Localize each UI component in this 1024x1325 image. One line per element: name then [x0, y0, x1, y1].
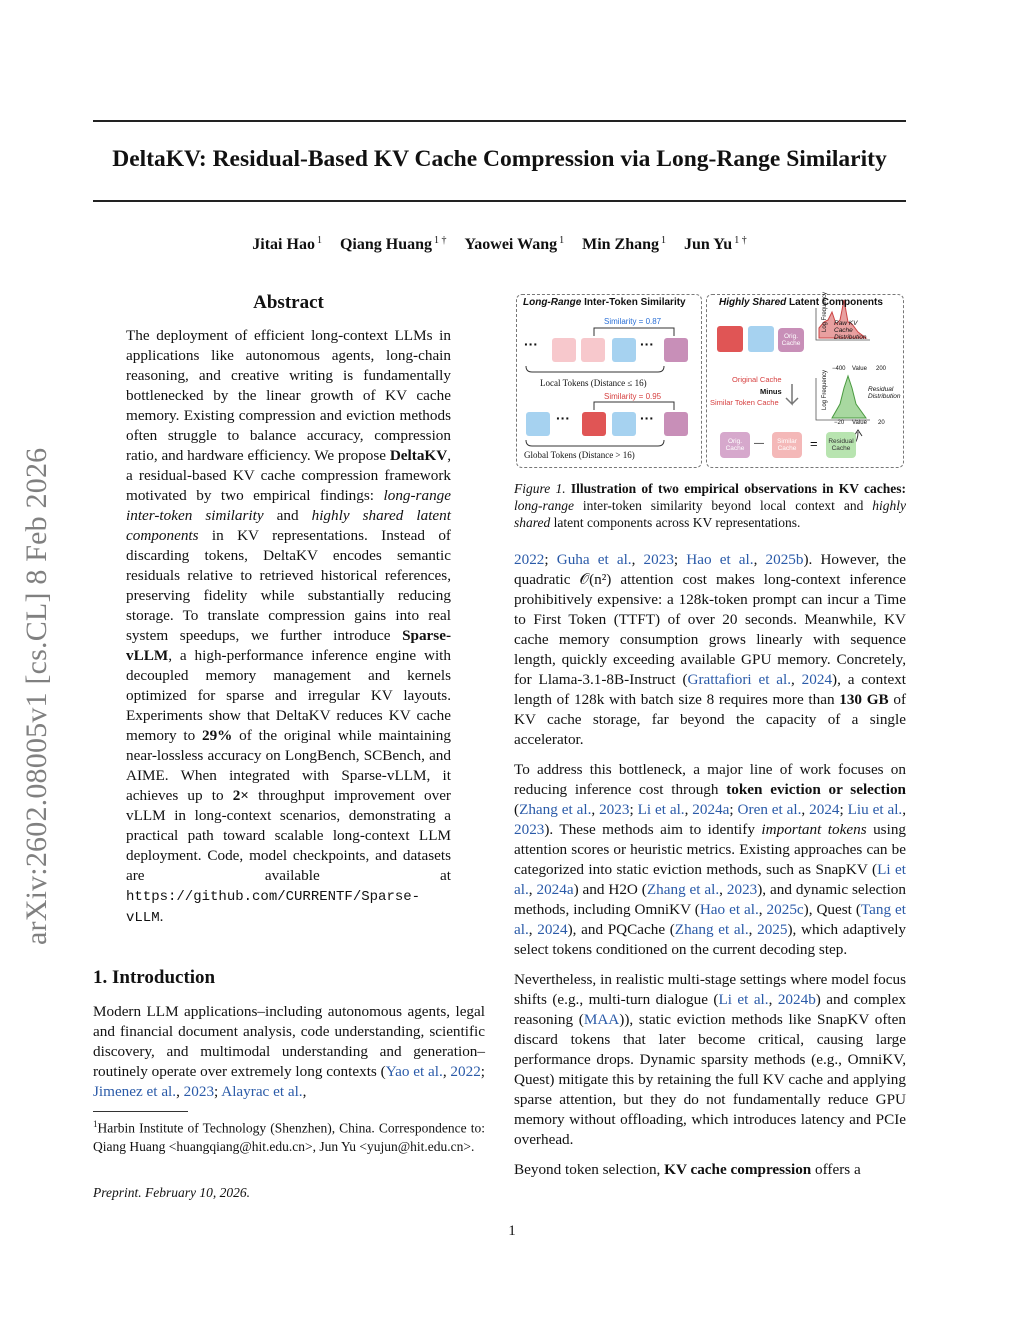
text-run: 130 GB: [839, 691, 889, 708]
text-run: To address this bottleneck, a major line of work focuses on reducing inference cost through: [514, 761, 906, 798]
minus-label: Minus: [760, 387, 782, 396]
cache-red: [717, 326, 743, 352]
title-top-rule: [93, 120, 906, 122]
citation-link[interactable]: 2024a: [536, 881, 574, 898]
raw-kv-label: Raw KV Cache Distribution: [834, 320, 867, 341]
text-run: ), Quest (: [803, 901, 861, 918]
introduction-heading: 1. Introduction: [93, 967, 216, 988]
github-link[interactable]: https://github.com/CURRENTF/Sparse-vLLM: [126, 889, 421, 926]
author: Yaowei Wang $^1$: [464, 235, 565, 254]
text-run: ;: [544, 551, 557, 568]
tick-200: 200: [876, 366, 887, 372]
equals-sign: =: [810, 436, 818, 451]
text-run: KV cache compression: [664, 1161, 812, 1178]
citation-link[interactable]: 2022: [450, 1063, 481, 1080]
minus-sign: —: [754, 438, 764, 449]
preprint-notice: Preprint. February 10, 2026.: [93, 1185, 250, 1200]
paragraph: [514, 1160, 906, 1180]
citation-link[interactable]: Li et al.: [718, 991, 769, 1008]
text-run: ,: [902, 801, 907, 818]
citation-link[interactable]: 2023: [183, 1083, 215, 1100]
text-run: ). However, the quadratic 𝒪(n²) attention cost makes long-context inference prohibitively expensive: a 128k-token prompt can incur a Time to First Token (TTFT) of over 20 seconds. Meanwhile, KV cache memory consumption grows linearly with sequence length, quickly exceeding available GPU memory. Concretely, for Llama-3.1-8B-Instruct (: [514, 551, 906, 688]
author: Jun Yu $^{1 \dagger}$: [684, 235, 747, 254]
title-bottom-rule: [93, 200, 906, 202]
text-run: (: [514, 801, 520, 818]
text-run: ,: [758, 901, 767, 918]
text-run: ,: [801, 801, 810, 818]
tick-20: 20: [878, 420, 885, 426]
residual-cache-box: Residual Cache: [826, 432, 856, 458]
dots-icon: ···: [640, 336, 654, 352]
orig-cache-box: Orig. Cache: [720, 432, 750, 458]
citation-link[interactable]: 2025: [757, 921, 788, 938]
abstract-heading: Abstract: [253, 292, 324, 313]
text-run: ,: [528, 881, 537, 898]
log-frequency-label: Log Frequency: [822, 291, 828, 332]
left-panel-title: Long-Range Inter-Token Similarity: [523, 297, 686, 308]
text-run: ;: [839, 801, 848, 818]
text-run: of KV cache storage, far beyond the capacity of a single accelerator.: [514, 691, 906, 748]
citation-link[interactable]: Jimenez et al.: [93, 1083, 177, 1100]
text-run: ,: [684, 801, 693, 818]
text-run: ). These methods aim to identify: [544, 821, 762, 838]
citation-link[interactable]: Zhang et al.: [674, 921, 749, 938]
citation-link[interactable]: Alayrac et al.: [221, 1083, 303, 1100]
text-run: ), and dynamic selection methods, including OmniKV (: [514, 881, 906, 918]
paragraph: [514, 970, 906, 1150]
paper-title: DeltaKV: Residual-Based KV Cache Compression via Long-Range Similarity: [112, 146, 887, 172]
text-run: ,: [753, 551, 766, 568]
paragraph: [514, 550, 906, 750]
citation-link[interactable]: 2023: [726, 881, 758, 898]
text-run: ,: [748, 921, 758, 938]
local-tokens-label: Local Tokens (Distance ≤ 16): [540, 378, 647, 388]
citation-link[interactable]: Liu et al.: [847, 801, 903, 818]
cache-blue: [748, 326, 774, 352]
citation-link[interactable]: Grattafiori et al.: [687, 671, 792, 688]
text-run: ;: [673, 551, 687, 568]
citation-link[interactable]: Oren et al.: [737, 801, 802, 818]
text-run: ,: [791, 671, 802, 688]
text-run: ,: [719, 881, 727, 898]
text-run: ), and PQCache (: [567, 921, 675, 938]
text-run: important tokens: [761, 821, 867, 838]
abstract-body: The deployment of efficient long-context LLMs in applications like autonomous agents, long-chain reasoning, and creative writing is fundamentally bottlenecked by the linear growth of KV cache memory. Existing compression and eviction methods often struggle to balance accuracy, compression ratio, and hardware efficiency. We propose DeltaKV, a residual-based KV cache compression framework motivated by two empirical findings: long-range inter-token similarity and highly shared latent components in KV representations. Instead of discarding tokens, DeltaKV encodes semantic residuals relative to retrieved historical references, preserving fidelity while substantially reducing storage. To translate compression gains into real system speedups, we further introduce Sparse-vLLM, a high-performance inference engine with decoupled memory management and kernels optimized for sparse and irregular KV layouts. Experiments show that DeltaKV reduces KV cache memory to 29% of the original while maintaining near-lossless accuracy on LongBench, SCBench, and AIME. When integrated with Sparse-vLLM, it achieves up to 2× throughput improvement over vLLM in long-context scenarios, demonstrating a practical path toward scalable long-context LLM deployment. Code, model checkpoints, and datasets are available at https://github.com/CURRENTF/Sparse-vLLM.: [126, 327, 451, 926]
text-run: token eviction or selection: [726, 781, 906, 798]
similar-cache-box: Similar Cache: [772, 432, 802, 458]
similarity-087-label: Similarity = 0.87: [604, 317, 662, 326]
citation-link[interactable]: Yao et al.: [385, 1063, 443, 1080]
log-frequency-label: Log Frequency: [822, 369, 828, 410]
value-label: Value: [852, 420, 867, 426]
text-run: ;: [729, 801, 738, 818]
citation-link[interactable]: 2023: [599, 801, 630, 818]
similar-token-cache-label: Similar Token Cache: [710, 398, 779, 407]
text-run: ), a context length of 128k with batch size 8 requires more than: [514, 671, 907, 708]
text-run: ,: [768, 991, 778, 1008]
citation-link[interactable]: 2023: [643, 551, 674, 568]
author: Jitai Hao $^1$: [252, 235, 322, 254]
citation-link[interactable]: Tang et al.: [514, 901, 906, 938]
paragraph: [514, 760, 906, 960]
footnote: $^1$Harbin Institute of Technology (Shenzhen), China. Correspondence to: Qiang Huang <huangqiang@hit.edu.cn>, Jun Yu <yujun@hit.edu.cn>.: [93, 1119, 485, 1154]
citation-link[interactable]: 2025c: [766, 901, 804, 918]
footnote-rule: [93, 1111, 188, 1112]
right-column-body: [514, 550, 906, 1190]
global-tokens-label: Global Tokens (Distance > 16): [524, 450, 635, 460]
citation-link[interactable]: Li et al.: [514, 861, 906, 898]
citation-link[interactable]: 2024: [801, 671, 833, 688]
text-run: using attention scores or heuristic metrics. Existing approaches can be categorized into static eviction methods, such as SnapKV (: [514, 821, 907, 878]
citation-link[interactable]: 2024a: [692, 801, 730, 818]
page-number: 1: [508, 1223, 516, 1239]
text-run: ;: [629, 801, 638, 818]
dots-icon: ···: [556, 410, 570, 426]
citation-link[interactable]: MAA: [583, 1011, 620, 1028]
citation-link[interactable]: 2025b: [765, 551, 804, 568]
citation-link[interactable]: Zhang et al.: [519, 801, 592, 818]
citation-link[interactable]: Li et al.: [637, 801, 685, 818]
text-run: Nevertheless, in realistic multi-stage settings where model focus shifts (e.g., multi-turn dialogue (: [514, 971, 906, 1008]
author-list: [93, 235, 906, 254]
author: Min Zhang $^1$: [582, 235, 667, 254]
tick-minus400: −400: [832, 366, 846, 372]
text-run: ,: [591, 801, 600, 818]
right-panel-title: Highly Shared Latent Components: [719, 297, 883, 308]
arxiv-identifier: arXiv:2602.08005v1 [cs.CL] 8 Feb 2026: [20, 447, 53, 945]
citation-link[interactable]: Guha et al.: [556, 551, 632, 568]
citation-link[interactable]: 2024b: [777, 991, 816, 1008]
dots-icon: ···: [640, 410, 654, 426]
value-label: Value: [852, 366, 867, 372]
text-run: ) and complex reasoning (: [514, 991, 906, 1028]
text-run: )), static eviction methods like SnapKV often discard tokens that later become critical, causing large performance drops. Dynamic sparsity methods (e.g., OmniKV, Quest) mitigate this by retaining the full KV cache and applying sparse attention, but they do not fundamentally reduce GPU memory without offloading, which introduces latency and PCIe overhead.: [514, 1011, 906, 1148]
citation-link[interactable]: 2023: [514, 821, 545, 838]
text-run: ) and H2O (: [573, 881, 647, 898]
author: Qiang Huang $^{1 \dagger}$: [339, 235, 447, 254]
orig-cache-box: Orig. Cache: [778, 328, 804, 352]
figure-caption: Figure 1. Illustration of two empirical observations in KV caches: long-range inter-token similarity beyond local context and highly shared latent components across KV representations.: [514, 481, 906, 530]
text-run: offers a: [811, 1161, 861, 1178]
citation-link[interactable]: Zhang et al.: [646, 881, 720, 898]
introduction-body: Modern LLM applications–including autonomous agents, legal and financial document analysis, code understanding, scientific discovery, and multimodal understanding and generation–routinely operate over extremely long contexts (Yao et al., 2022; Jimenez et al., 2023; Alayrac et al.,: [93, 1003, 486, 1100]
citation-link[interactable]: Hao et al.: [686, 551, 754, 568]
text-run: ,: [528, 921, 538, 938]
residual-distribution-label: Residual Distribution: [868, 386, 901, 400]
similarity-095-label: Similarity = 0.95: [604, 392, 662, 401]
tick-minus20: −20: [834, 420, 845, 426]
text-run: Beyond token selection,: [514, 1161, 665, 1178]
citation-link[interactable]: 2024: [537, 921, 568, 938]
original-cache-label: Original Cache: [732, 375, 782, 384]
citation-link[interactable]: 2024: [809, 801, 840, 818]
citation-link[interactable]: Hao et al.: [699, 901, 759, 918]
text-run: ), which adaptively select tokens conditioned on the current decoding step.: [514, 921, 907, 958]
text-run: ,: [631, 551, 644, 568]
dots-icon: ···: [524, 336, 538, 352]
figure-1: [514, 292, 906, 472]
citation-link[interactable]: 2022: [514, 551, 545, 568]
